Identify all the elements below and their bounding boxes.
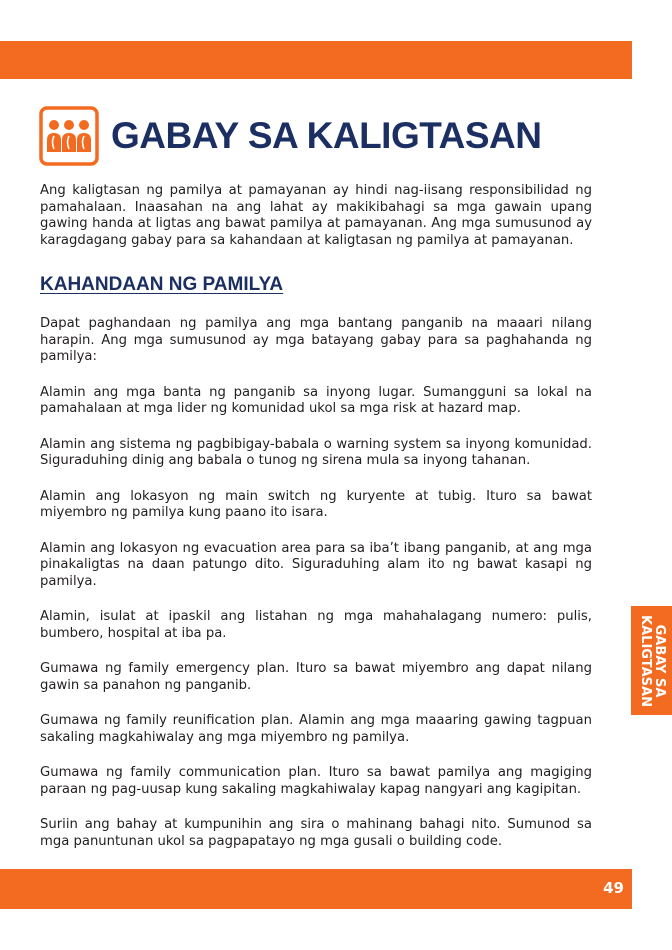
top-accent-band — [0, 41, 632, 79]
paragraph: Alamin, isulat at ipaskil ang listahan ng mga mahahalagang numero: pulis, bumbero, hospital at iba pa. — [40, 609, 592, 641]
bottom-accent-band — [0, 869, 632, 909]
side-section-tab — [631, 606, 672, 715]
intro-paragraph: Ang kaligtasan ng pamilya at pamayanan ay hindi nag-iisang responsibilidad ng pamahalaan. Inaasahan na ang lahat ay makikibahagi sa mga gawain upang gawing handa at ligtas ang bawat pamilya at pamayanan. Ang mga sumusunod ay karagdagang gabay para sa kahandaan at kaligtasan ng pamilya at pamayanan. — [40, 183, 592, 248]
paragraph: Gumawa ng family emergency plan. Ituro sa bawat miyembro ang dapat nilang gawin sa panahon ng panganib. — [40, 661, 592, 693]
paragraph: Suriin ang bahay at kumpunihin ang sira o mahinang bahagi nito. Sumunod sa mga panuntunan ukol sa pagpapatayo ng mga gusali o building code. — [40, 817, 592, 849]
page-title: GABAY SA KALIGTASAN — [111, 115, 542, 156]
paragraph: Gumawa ng family communication plan. Ituro sa bawat pamilya ang magiging paraan ng pag-uusap kung sakaling magkahiwalay kapag nangyari ang kagipitan. — [40, 765, 592, 797]
paragraph: Gumawa ng family reunification plan. Alamin ang mga maaaring gawing tagpuan sakaling magkahiwalay ang mga miyembro ng pamilya. — [40, 713, 592, 745]
paragraph: Alamin ang lokasyon ng evacuation area para sa iba’t ibang panganib, at ang mga pinakaligtas na daan patungo dito. Siguraduhing alam ito ng bawat kasapi ng pamilya. — [40, 540, 592, 589]
side-tab-label: GABAY SA KALIGTASAN — [637, 614, 667, 707]
content-body — [40, 183, 592, 869]
title-row — [39, 105, 541, 167]
page-number: 49 — [603, 879, 624, 897]
section-heading: KAHANDAAN NG PAMILYA — [40, 274, 284, 295]
paragraph: Alamin ang mga banta ng panganib sa inyong lugar. Sumangguni sa lokal na pamahalaan at mga lider ng komunidad ukol sa mga risk at hazard map. — [40, 384, 592, 416]
paragraph: Alamin ang sistema ng pagbibigay-babala o warning system sa inyong komunidad. Siguraduhing dinig ang babala o tunog ng sirena mula sa inyong tahanan. — [40, 436, 592, 468]
paragraph: Dapat paghandaan ng pamilya ang mga bantang panganib na maaari nilang harapin. Ang mga sumusunod ay mga batayang gabay para sa paghahanda ng pamilya: — [40, 316, 592, 364]
family-group-icon — [39, 106, 99, 166]
paragraph: Alamin ang lokasyon ng main switch ng kuryente at tubig. Ituro sa bawat miyembro ng pamilya kung paano ito isara. — [40, 488, 592, 520]
